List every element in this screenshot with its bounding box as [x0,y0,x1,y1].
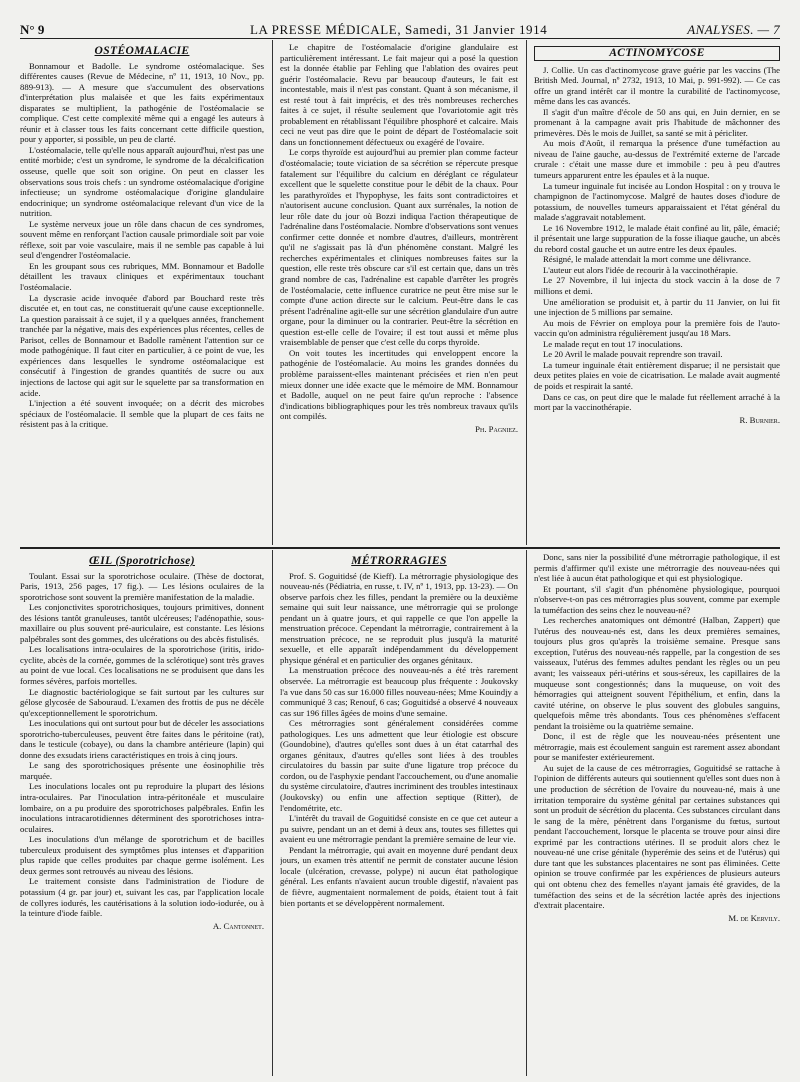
actino-paragraph: Au mois de Février on employa pour la première fois de l'auto-vaccin qu'on administra régulièrement jusqu'au 18 Mars. [534,317,780,339]
actino-paragraph: Le 16 Novembre 1912, le malade était confiné au lit, pâle, émacié; il présentait une large suppuration de la fosse iliaque gauche, un abcès du rebord costal gauche et un autre entre les deux épaules. [534,222,780,254]
section-page: ANALYSES. — 7 [687,22,780,37]
oeil-signature: A. Cantonnet. [212,920,264,931]
metro-paragraph: Et pourtant, s'il s'agit d'un phénomène physiologique, pourquoi n'observe-t-on pas ces métrorragies plus souvent, comme par exemple la tuméfaction des seins chez le nouveau-né? [534,583,780,615]
actino-paragraph: Résigné, le malade attendait la mort comme une délivrance. [543,254,751,265]
oeil-column [20,554,264,1074]
actino-paragraph: La tumeur inguinale fut incisée au London Hospital : on y trouva le champignon de l'actinomycose. Malgré de hautes doses d'iodure de potassium, de nouvelles tumeurs apparaissaient et l'état général du malade s'aggravait notablement. [534,180,780,223]
actino-paragraph: Au mois d'Août, il remarqua la présence d'une tuméfaction au niveau de l'aine gauche, au-dessus de l'extrémité externe de l'arcade crurale : c'était une masse dure et immobile : peu à peu d'autres tumeurs apparurent entre les épaules et à la nuque. [534,138,780,181]
oeil-paragraph: Les conjonctivites sporotrichosiques, toujours primitives, donnent des lésions tantôt granuleuses, tantôt ulcéreuses; l'adénopathie, sous-maxillaire ou plus souvent pré-auriculaire, est constante. Les lésions palpébrales sont des gommes, des ulcérations ou des abcès fistulisés. [20,602,264,644]
section-rule [20,547,780,549]
osteo-paragraph: La dyscrasie acide invoquée d'abord par Bouchard reste très discutée et, en tout cas, ne constituerait qu'une cause exceptionnelle. La question paraissait à ce sujet, il y a quelques années, franchement tranchée par la négative, mais des expériences plus récentes, celles de Parisot, celles de Bonnamour et Badolle ramènent l'attention sur ce mode pathogénique. Il faut citer en particulier, à ce point de vue, les expériences dans lesquelles le syndrome ostéomalacique est consécutif à l'ingestion de grandes quantités de sucre ou aux injections de lactose qui agit sur le squelette par sa transformation en acide. [20,292,264,398]
actino-paragraph: La tumeur inguinale était entièrement disparue; il ne persistait que deux petites plaies en voie de cicatrisation. Le malade avait augmenté de poids et respirait la santé. [534,359,780,391]
metro-paragraph: Ces métrorragies sont généralement considérées comme pathologiques. Les uns admettent que leur étiologie est obscure (Goundobine), d'autres qu'elles sont dues à un état catarrhal des organes génitaux, d'autres qu'elles sont liées à des troubles circulatoires du bassin par suite d'une ligature trop précoce du cordon, ou de l'asphyxie pendant l'accouchement, ou d'une anomalie du système circulatoire, d'autres incriminent des troubles intestinaux (Joukovsky) ou enfin une affection septique (Ritter), de l'endométrite, etc. [280,718,518,813]
metro-paragraph: La menstruation précoce des nouveau-nés a été très rarement observée. La métrorragie est beaucoup plus fréquente : Joukovsky l'a vue dans 50 cas sur 16.000 filles nouveau-nées; Mme Kouindjy a communiqué 3 cas; Renouf, 6 cas; Goguitidsé a observé 4 nouveaux cas sur 196 filles âgées de moins d'une semaine. [280,665,518,718]
actino-paragraph: Dans ce cas, on peut dire que le malade fut réellement arraché à la mort par la vaccinothérapie. [534,391,780,413]
column-divider [526,40,527,545]
metro-paragraph: L'intérêt du travail de Goguitidsé consiste en ce que cet auteur a pu suivre, pendant un an et demi à deux ans, toutes ses fillettes qui avaient eu une métrorragie pendant la première semaine de leur vie. [280,813,518,845]
actino-paragraph: Le 20 Avril le malade pouvait reprendre son travail. [543,349,723,360]
osteo-signature: Ph. Pagniez. [475,423,518,434]
metro-signature: M. de Kervily. [728,912,780,923]
osteo-paragraph: En les groupant sous ces rubriques, MM. Bonnamour et Badolle détaillent les travaux cliniques et expérimentaux touchant l'ostéomalacie. [20,260,264,293]
oeil-paragraph: Le traitement consiste dans l'administration de l'iodure de potassium (4 gr. par jour) et, suivant les cas, par l'application locale de collyres iodurés, les cautérisations à la solution iodo-iodurée, ou à la teinture d'iode faible. [20,876,264,919]
osteo-paragraph: Le chapitre de l'ostéomalacie d'origine glandulaire est particulièrement intéressant. Le fait majeur qui a posé la question est la donnée établie par Fehling que l'ablation des ovaires peut guérir l'ostéomalacie. Revu par beaucoup d'auteurs, le fait est incontestable, mais il n'est pas constant. Quant à son mécanisme, il est resté tout à fait imprécis, et des très nombreuses recherches faites à ce sujet, il résulte seulement que l'ovariotomie agit très probablement en rétablissant l'équilibre phosphoré et calcaire. Mais ceci ne veut pas dire que le point de départ de l'ostéomalacie soit dans un fonctionnement défectueux ou exagéré de l'ovaire. [280,42,518,147]
osteo-column-2 [280,42,518,542]
metro-paragraph: Donc, il est de règle que les nouveau-nées présentent une métrorragie, mais est écoulement sanguin est rarement assez abondant pour se manifester extérieurement. [534,731,780,763]
osteo-paragraph: Le système nerveux joue un rôle dans chacun de ces syndromes, souvent même en renforçant l'action causale primordiale soit par voie réflexe, soit par voie vasculaire, mais il ne semble pas capable à lui seul d'engendrer l'ostéomalacie. [20,218,264,261]
column-divider [526,550,527,1076]
column-divider [272,40,273,545]
actino-paragraph: Une amélioration se produisit et, à partir du 11 Janvier, on lui fit une injection de 5 millions par semaine. [534,296,780,318]
metro-column-1 [280,554,518,1074]
osteo-paragraph: L'injection a été souvent invoquée; on a décrit des microbes spéciaux de l'ostéomalacie. Il semble que la plupart de ces faits ne résistent pas à la critique. [20,398,264,430]
journal-title: LA PRESSE MÉDICALE, Samedi, 31 Janvier 1914 [250,22,548,37]
oeil-paragraph: Les inoculations qui ont surtout pour but de déceler les associations sporotricho-tuberculeuses, peuvent être faites dans le péritoine (rat), dans le testicule (cobaye), ou dans la chambre antérieure (lapin) qui donne des exsudats iriens caractéristiques en trois à cinq jours. [20,718,264,760]
page-header [20,6,780,36]
actino-paragraph: Le malade reçut en tout 17 inoculations. [543,338,683,349]
actino-paragraph: L'auteur eut alors l'idée de recourir à la vaccinothérapie. [543,264,738,275]
metro-paragraph: Donc, sans nier la possibilité d'une métrorragie pathologique, il est permis d'affirmer qu'il existe une métrorragie des nouveau-nées qui n'est liée à aucun état pathologique et qui est physiologique. [534,552,780,584]
osteo-paragraph: Bonnamour et Badolle. Le syndrome ostéomalacique. Ses différentes causes (Revue de Médecine, nº 11, 1913, 10 Nov., pp. 889-913). — A mesure que s'accumulent des observations d'interprétation plus malaisée et que les faits expérimentaux disparates se multiplient, la pathogénie de l'ostéomalacie se complique. C'est cette complexité même qui a engagé les auteurs à réunir et à classer tous les faits concernant cette difficile question, pour y apporter, si possible, un peu de clarté. [20,60,264,145]
oeil-paragraph: Toulant. Essai sur la sporotrichose oculaire. (Thèse de doctorat, Paris, 1913, 256 pages, 17 fig.). — Les lésions oculaires de la sporotrichose sont souvent la première manifestation de la maladie. [20,570,264,602]
oeil-paragraph: Les localisations intra-oculaires de la sporotrichose (iritis, irido-cyclite, abcès de la cornée, gommes de la sclérotique) sont très graves au point de vue local. Ces localisations ne se produisent que dans les formes sévères, parfois mortelles. [20,644,264,687]
actino-heading: ACTINOMYCOSE [534,46,780,61]
osteo-paragraph: On voit toutes les incertitudes qui enveloppent encore la pathogénie de l'ostéomalacie. Au moins les grandes données du problème paraissent-elles maintenant précisées et rien n'en peut mieux donner une idée exacte que le mémoire de MM. Bonnamour et Badolle, auquel on ne peut faire qu'un reproche : l'absence d'indications bibliographiques pour les très nombreux travaux qu'ils ont compilés. [280,347,518,422]
actino-paragraph: Le 27 Novembre, il lui injecta du stock vaccin à la dose de 7 millions et demi. [534,275,780,297]
header-rule [20,38,780,39]
metro-heading: MÉTRORRAGIES [351,555,447,567]
osteo-column-1 [20,44,264,542]
actino-signature: R. Burnier. [739,414,780,425]
oeil-paragraph: Les inoculations d'un mélange de sporotrichum et de bacilles tuberculeux produisent des symptômes plus intenses et d'apparition plus rapide que celles produites par chaque germe isolément. Les deux germes sont retrouvés au niveau des lésions. [20,834,264,876]
metro-paragraph: Au sujet de la cause de ces métrorragies, Goguitidsé se rattache à l'opinion de différents auteurs qui soutiennent qu'elles sont dues non à une production de sécrétion de l'ovaire du nouveau-né, mais à une irritation temporaire du système génital par certaines substances qui sont un produit de sécrétion du placenta. Ces substances circulant dans le sang de la mère, pénètrent dans l'organisme du fœtus, surtout pendant l'accouchement, lorsque le placenta se trouve pour ainsi dire exprimé par les contractions utérines. Il se produit alors chez le nouveau-né une crise génitale (hyperémie des seins et de l'utérus) qui dure tant que les substances placentaires ne sont pas éliminées. Cette opinion se trouve confirmée par les expériences de plusieurs auteurs qui ont obtenu chez des femelles n'ayant jamais été gravides, de la tuméfaction des seins et de la sécrétion lactée après des injections d'extrait placentaire. [534,762,780,911]
actino-paragraph: J. Collie. Un cas d'actinomycose grave guérie par les vaccins (The British Med. Journal, nº 2732, 1913, 10 Mai, p. 991-992). — Ce cas offre un grand intérêt car il montre la curabilité de l'actinomycose, même dans les cas avancés. [534,64,780,107]
oeil-paragraph: Le diagnostic bactériologique se fait surtout par les cultures sur gélose glycosée de Sabouraud. L'examen des frottis de pus ne décèle qu'exceptionnellement le sporotrichum. [20,686,264,718]
metro-paragraph: Prof. S. Goguitidsé (de Kieff). La métrorragie physiologique des nouveau-nés (Pédiatria, en russe, t. IV, nº 1, 1913, pp. 13-23). — On observe parfois chez les filles, pendant la première ou la deuxième semaine qui suit leur naissance, une métrorragie qui se prolonge pendant un à quatre jours, et qui rappelle ce que l'on appelle la menstruation précoce. Cependant la métrorragie, contrairement à la menstruation précoce, ne se reproduit plus jusqu'à la maturité sexuelle, et elle apparaît indépendamment du développement physique général et en particulier des organes génitaux. [280,570,518,665]
metro-paragraph: Pendant la métrorragie, qui avait en moyenne duré pendant deux jours, un examen très attentif ne permit de constater aucune lésion locale (ulcération, crevasse, polype) ni aucun état pathologique général. Les enfants n'avaient aucun trouble digestif, n'avaient pas de fièvre, augmentaient normalement de poids, étaient tout à fait bien portants et se développèrent normalement. [280,844,518,908]
oeil-paragraph: Les inoculations locales ont pu reproduire la plupart des lésions intra-oculaires. Par l'inoculation intra-péritonéale et musculaire lombaire, on a pu produire des sporotrichoses palpébrales. Enfin les inoculations intracarotidiennes déterminent des sporotrichoses intra-oculaires. [20,781,264,834]
issue-number: N° 9 [20,22,45,37]
metro-paragraph: Les recherches anatomiques ont démontré (Halban, Zappert) que l'utérus des nouveau-nés est, dans les deux premières semaines, toujours plus gros qu'après la troisième semaine. Presque sans exception, l'utérus des nouveau-nés rappelle, par la congestion de ses vaisseaux, l'utérus des femmes adultes pendant les règles ou un peu avant; les vaisseaux péri-utérins et sous-séreux, les capillaires de la muqueuse sont congestionnés; dans la muqueuse, on voit des hémorragies qui atteignent souvent l'épithélium, et enfin, dans la cavité utérine, on observe le plus souvent des globules sanguins, quelquefois même très abondants. Tous ces phénomènes s'effacent pendant la troisième ou la quatrième semaine. [534,615,780,731]
oeil-paragraph: Le sang des sporotrichosiques présente une éosinophilie très marquée. [20,760,264,781]
metro-column-2 [534,552,780,1074]
osteo-paragraph: Le corps thyroïde est aujourd'hui au premier plan comme facteur d'ostéomalacie; toute viciation de sa sécrétion se répercute presque fatalement sur l'équilibre du calcium en déréglant ce régulateur excellent que le squelette constitue pour le débit de la chaux. Pour les parathyroïdes et l'hypophyse, les faits sont contradictoires et n'autorisent aucune conclusion. Quant aux surrénales, la notion de leur rôle date du jour où Bozzi indiqua l'action thérapeutique de l'adrénaline dans l'ostéomalacie. Nombre d'observations sont venues confirmer cette donnée et nombre d'autres, d'ailleurs, montrèrent qu'il ne s'agissait pas là d'un phénomène constant. Malgré les recherches expérimentales et cliniques nombreuses faites sur la question, elle reste très obscure car s'il est certain que, dans un très grand nombre de cas, l'adrénaline est capable d'arrêter les progrès de l'ostéomalacie, cette influence curatrice ne peut être mise sur le compte d'une action directe sur le calcium. Peut-être dans le cas présent l'adrénaline agit-elle sur une sécrétion glandulaire d'un autre organe, pour la diminuer ou la contrarier. Peut-être la sécrétion en question est-elle celle de l'ovaire; il est tout aussi et même plus vraisemblable de penser que c'est celle du corps thyroïde. [280,147,518,348]
oeil-heading: ŒIL (Sporotrichose) [89,555,195,567]
osteo-heading: OSTÉOMALACIE [94,45,190,57]
actino-column [534,44,780,542]
osteo-paragraph: L'ostéomalacie, telle qu'elle nous apparaît aujourd'hui, n'est pas une entité morbide; c'est un syndrome, le syndrome de la décalcification osseuse, quelle que soit son origine. On peut en classer les observations sous trois chefs : un syndrome ostéomalacique d'origine infectieuse; un syndrome ostéomalacique d'origine glandulaire endocrinique; un syndrome ostéomalacique relevant d'un vice de la nutrition. [20,144,264,219]
column-divider [272,550,273,1076]
actino-paragraph: Il s'agit d'un maître d'école de 50 ans qui, en Juin dernier, en se promenant à la campagne avait pris l'habitude de mâchonner des primevères. Dès le mois de Juillet, sa santé se mit à péricliter. [534,106,780,138]
